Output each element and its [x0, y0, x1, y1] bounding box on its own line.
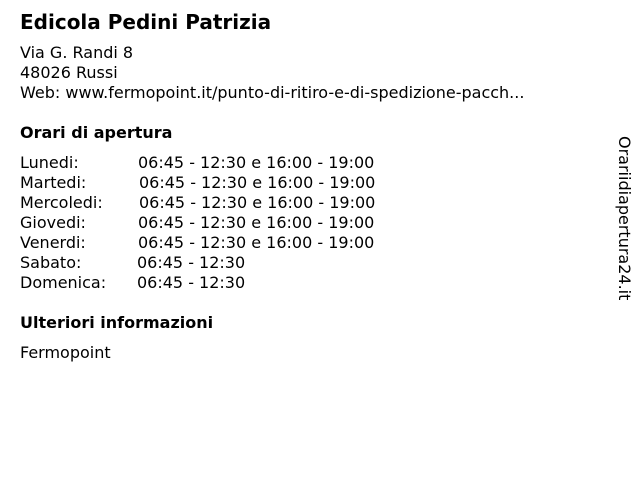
hours-value: 06:45 - 12:30 e 16:00 - 19:00 [138, 213, 375, 232]
opening-hours-heading: Orari di apertura [20, 123, 173, 142]
page-title: Edicola Pedini Patrizia [20, 10, 272, 34]
day-label: Lunedi: [20, 153, 79, 172]
site-watermark: Orariidiapertura24.it [615, 136, 634, 301]
address-block [20, 43, 524, 103]
additional-info-text: Fermopoint [20, 343, 111, 362]
day-label: Mercoledi: [20, 193, 103, 212]
day-label: Sabato: [20, 253, 82, 272]
hours-row-martedi [20, 173, 440, 193]
hours-value: 06:45 - 12:30 [137, 273, 246, 292]
hours-value: 06:45 - 12:30 e 16:00 - 19:00 [138, 233, 375, 252]
additional-info-heading: Ulteriori informazioni [20, 313, 214, 332]
hours-value: 06:45 - 12:30 e 16:00 - 19:00 [139, 173, 376, 192]
hours-value: 06:45 - 12:30 e 16:00 - 19:00 [139, 193, 376, 212]
hours-row-domenica [20, 273, 440, 293]
opening-hours-list [20, 153, 440, 293]
hours-row-giovedi [20, 213, 440, 233]
hours-row-sabato [20, 253, 440, 273]
day-label: Martedi: [20, 173, 87, 192]
website-text: Web: www.fermopoint.it/punto-di-ritiro-e-di-spedizione-pacch... [20, 83, 525, 102]
hours-row-lunedi [20, 153, 440, 173]
city-address: 48026 Russi [20, 63, 118, 82]
day-label: Domenica: [20, 273, 107, 292]
hours-value: 06:45 - 12:30 e 16:00 - 19:00 [138, 153, 375, 172]
hours-row-mercoledi [20, 193, 440, 213]
hours-value: 06:45 - 12:30 [137, 253, 246, 272]
hours-row-venerdi [20, 233, 440, 253]
day-label: Venerdi: [20, 233, 86, 252]
street-address: Via G. Randi 8 [20, 43, 134, 62]
day-label: Giovedi: [20, 213, 86, 232]
